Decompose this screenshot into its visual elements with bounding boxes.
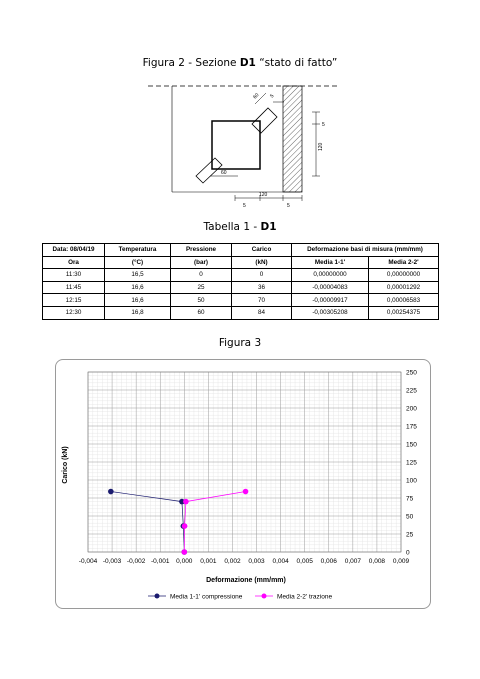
x-tick-label: -0,003	[102, 558, 122, 565]
dim-label-3: 5	[322, 122, 325, 128]
legend	[148, 594, 332, 601]
cell-pressure: 25	[171, 281, 232, 294]
cell-temperature: 16,5	[105, 269, 171, 282]
y-tick-label: 225	[406, 387, 417, 395]
x-axis-label: Deformazione (mm/mm)	[206, 577, 286, 584]
cell-media-1: -0,00009917	[292, 294, 369, 307]
cell-load: 36	[232, 281, 292, 294]
x-tick-label: 0,007	[344, 558, 361, 565]
x-tick-label: -0,001	[151, 558, 170, 565]
subheader-time: Ora	[43, 256, 105, 269]
y-tick-label: 250	[406, 369, 417, 377]
y-tick-label: 50	[406, 513, 414, 521]
cell-load: 0	[232, 269, 292, 282]
y-tick-label: 25	[406, 531, 414, 539]
x-tick-label: 0,008	[368, 558, 386, 565]
data-point-series-2	[243, 489, 249, 495]
table-caption-text: Tabella 1 -	[203, 221, 261, 233]
cell-pressure: 0	[171, 269, 232, 282]
x-tick-label: 0,006	[320, 558, 337, 565]
data-point-series-2	[183, 499, 189, 505]
legend-label-series-2: Media 2-2' trazione	[277, 593, 333, 601]
y-tick-label: 150	[406, 441, 417, 449]
x-tick-label: 0,005	[296, 558, 313, 565]
y-axis-label: Carico (kN)	[62, 446, 69, 484]
x-tick-label: 0,000	[176, 558, 193, 565]
cell-media-2: 0,00006583	[369, 294, 439, 307]
data-point-series-2	[182, 549, 188, 555]
cell-load: 84	[232, 306, 292, 319]
subheader-temp-unit: (°C)	[105, 256, 171, 269]
subheader-pressure-unit: (bar)	[171, 256, 232, 269]
cell-media-1: 0,00000000	[292, 269, 369, 282]
cell-pressure: 60	[171, 306, 232, 319]
series-line-2	[184, 492, 245, 552]
y-tick-label: 175	[406, 423, 417, 431]
subheader-media-1: Media 1-1'	[292, 256, 369, 269]
y-tick-label: 125	[406, 459, 417, 467]
dim-label-6: 120	[259, 192, 268, 198]
dim-label-5: 60	[221, 170, 227, 176]
legend-marker-series-2	[262, 594, 267, 599]
x-tick-label: 0,004	[272, 558, 289, 565]
cell-temperature: 16,8	[105, 306, 171, 319]
header-deformation: Deformazione basi di misura (mm/mm)	[292, 244, 439, 257]
cell-temperature: 16,6	[105, 281, 171, 294]
dim-label-8: 5	[287, 203, 290, 209]
chart-axes	[79, 369, 417, 565]
header-date: Data: 08/04/19	[43, 244, 105, 257]
subheader-media-2: Media 2-2'	[369, 256, 439, 269]
cell-time: 11:45	[43, 281, 105, 294]
x-tick-label: -0,004	[78, 558, 98, 565]
cell-media-1: -0,00305208	[292, 306, 369, 319]
y-tick-label: 200	[406, 405, 417, 413]
legend-marker-series-1	[155, 594, 160, 599]
dim-label-7: 5	[243, 203, 246, 209]
data-point-series-2	[182, 523, 188, 529]
cell-media-2: 0,00001292	[369, 281, 439, 294]
y-tick-label: 100	[406, 477, 417, 485]
dim-label-4: 120	[318, 142, 324, 151]
header-load: Carico	[232, 244, 292, 257]
figure2-caption-text: Figura 2 - Sezione	[142, 57, 240, 69]
y-tick-label: 0	[406, 549, 410, 557]
cell-media-2: 0,00254375	[369, 306, 439, 319]
figure3-caption: Figura 3	[218, 337, 262, 349]
cell-pressure: 50	[171, 294, 232, 307]
x-tick-label: -0,002	[126, 558, 146, 565]
x-tick-label: 0,009	[392, 558, 410, 565]
header-temperature: Temperatura	[105, 244, 171, 257]
cell-time: 12:15	[43, 294, 105, 307]
legend-label-series-1: Media 1-1' compressione	[170, 593, 243, 601]
cell-load: 70	[232, 294, 292, 307]
table-caption-bold: D1	[260, 221, 277, 233]
y-tick-label: 75	[406, 495, 414, 503]
x-tick-label: 0,003	[248, 558, 265, 565]
cell-time: 11:30	[43, 269, 105, 282]
cell-media-2: 0,00000000	[369, 269, 439, 282]
cell-time: 12:30	[43, 306, 105, 319]
cell-media-1: -0,00004083	[292, 281, 369, 294]
cell-temperature: 16,6	[105, 294, 171, 307]
x-tick-label: 0,002	[224, 558, 241, 565]
chart-grid	[88, 372, 401, 552]
dim-label-1: 60	[252, 92, 261, 101]
data-point-series-1	[108, 489, 114, 495]
x-tick-label: 0,001	[200, 558, 217, 565]
header-pressure: Pressione	[171, 244, 232, 257]
subheader-load-unit: (kN)	[232, 256, 292, 269]
figure2-caption-suffix: “stato di fatto”	[255, 57, 338, 69]
dim-label-2: 5	[269, 93, 276, 100]
figure2-caption-bold: D1	[239, 57, 256, 69]
